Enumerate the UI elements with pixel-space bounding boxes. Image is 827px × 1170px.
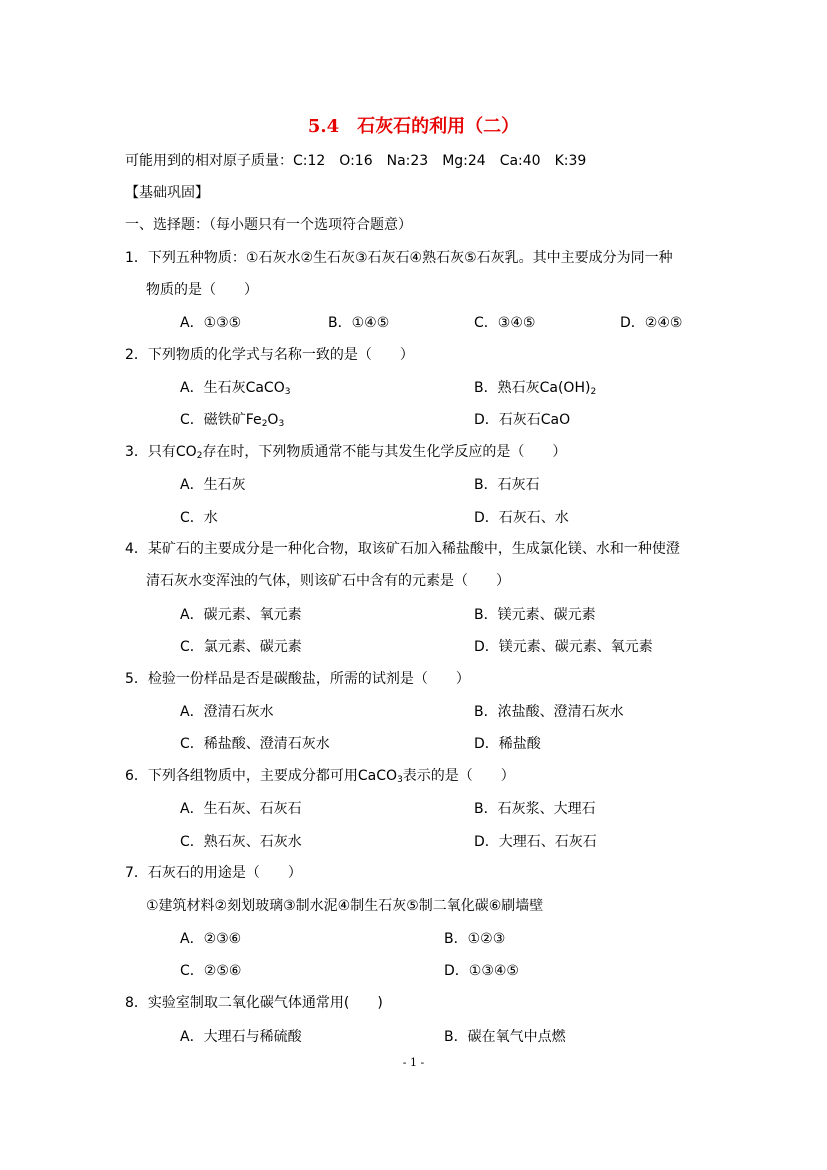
question-1-option-b: B．①④⑤ <box>328 315 390 331</box>
question-1-stem: 1．下列五种物质：①石灰水②生石灰③石灰石④熟石灰⑤石灰乳。其中主要成分为同一种 <box>125 250 673 266</box>
question-1-option-c: C．③④⑤ <box>474 315 536 331</box>
question-1-option-d: D．②④⑤ <box>620 315 683 331</box>
question-7-option-d: D．①③④⑤ <box>444 963 519 979</box>
question-3-option-b: B．石灰石 <box>474 477 540 493</box>
question-2-option-b: B．熟石灰$Ca(OH)_2$ <box>474 380 597 397</box>
question-2-option-a: A．生石灰CaCO$_3$ <box>180 380 291 397</box>
question-3-stem: 3．只有$CO_2$存在时，下列物质通常不能与其发生化学反应的是（ ） <box>125 444 567 461</box>
section-heading: 【基础巩固】 <box>125 185 209 201</box>
question-5-option-a: A．澄清石灰水 <box>180 704 274 720</box>
question-7-option-c: C．②⑤⑥ <box>180 963 242 979</box>
question-1-option-a: A．①③⑤ <box>180 315 242 331</box>
question-4-option-b: B．镁元素、碳元素 <box>474 607 596 623</box>
question-8-stem: 8．实验室制取二氧化碳气体通常用( ) <box>125 995 383 1011</box>
question-6-option-d: D．大理石、石灰石 <box>474 834 597 850</box>
question-7-stem: 7．石灰石的用途是（ ） <box>125 865 302 881</box>
question-3-option-a: A．生石灰 <box>180 477 246 493</box>
atomic-masses-note: 可能用到的相对原子质量：C:12 O:16 Na:23 Mg:24 Ca:40 K:39 <box>125 153 587 169</box>
question-6-stem: 6．下列各组物质中，主要成分都可用CaCO$_3$表示的是（ ） <box>125 768 515 785</box>
question-5-option-c: C．稀盐酸、澄清石灰水 <box>180 736 330 752</box>
page-number: - 1 - <box>402 1056 425 1069</box>
question-6-option-a: A．生石灰、石灰石 <box>180 801 302 817</box>
question-7-option-b: B．①②③ <box>444 931 506 947</box>
question-5-stem: 5．检验一份样品是否是碳酸盐，所需的试剂是（ ） <box>125 671 470 687</box>
page-title: 5.4 石灰石的利用（二） <box>307 116 520 137</box>
question-2-stem: 2．下列物质的化学式与名称一致的是（ ） <box>125 347 414 363</box>
question-5-option-d: D．稀盐酸 <box>474 736 541 752</box>
question-7-option-a: A．②③⑥ <box>180 931 242 947</box>
question-4-stem: 4．某矿石的主要成分是一种化合物，取该矿石加入稀盐酸中，生成氯化镁、水和一种使澄 <box>125 541 680 557</box>
question-4-option-d: D．镁元素、碳元素、氧元素 <box>474 639 653 655</box>
question-6-option-c: C．熟石灰、石灰水 <box>180 834 302 850</box>
question-8-option-b: B．碳在氧气中点燃 <box>444 1029 566 1045</box>
question-5-option-b: B．浓盐酸、澄清石灰水 <box>474 704 624 720</box>
question-8-option-a: A．大理石与稀硫酸 <box>180 1029 302 1045</box>
question-2-option-c: C．磁铁矿$Fe_2O_3$ <box>180 412 285 429</box>
question-4-stem-cont: 清石灰水变浑浊的气体，则该矿石中含有的元素是（ ） <box>146 573 510 589</box>
question-3-option-c: C．水 <box>180 510 218 526</box>
question-7-uses-list: ①建筑材料②刻划玻璃③制水泥④制生石灰⑤制二氧化碳⑥刷墙壁 <box>146 898 544 914</box>
part-heading: 一、选择题：（每小题只有一个选项符合题意） <box>125 217 412 233</box>
question-1-stem-cont: 物质的是（ ） <box>146 282 258 298</box>
question-6-option-b: B．石灰浆、大理石 <box>474 801 596 817</box>
question-4-option-c: C．氯元素、碳元素 <box>180 639 302 655</box>
question-2-option-d: D．石灰石CaO <box>474 412 571 428</box>
question-3-option-d: D．石灰石、水 <box>474 510 569 526</box>
question-4-option-a: A．碳元素、氧元素 <box>180 607 302 623</box>
